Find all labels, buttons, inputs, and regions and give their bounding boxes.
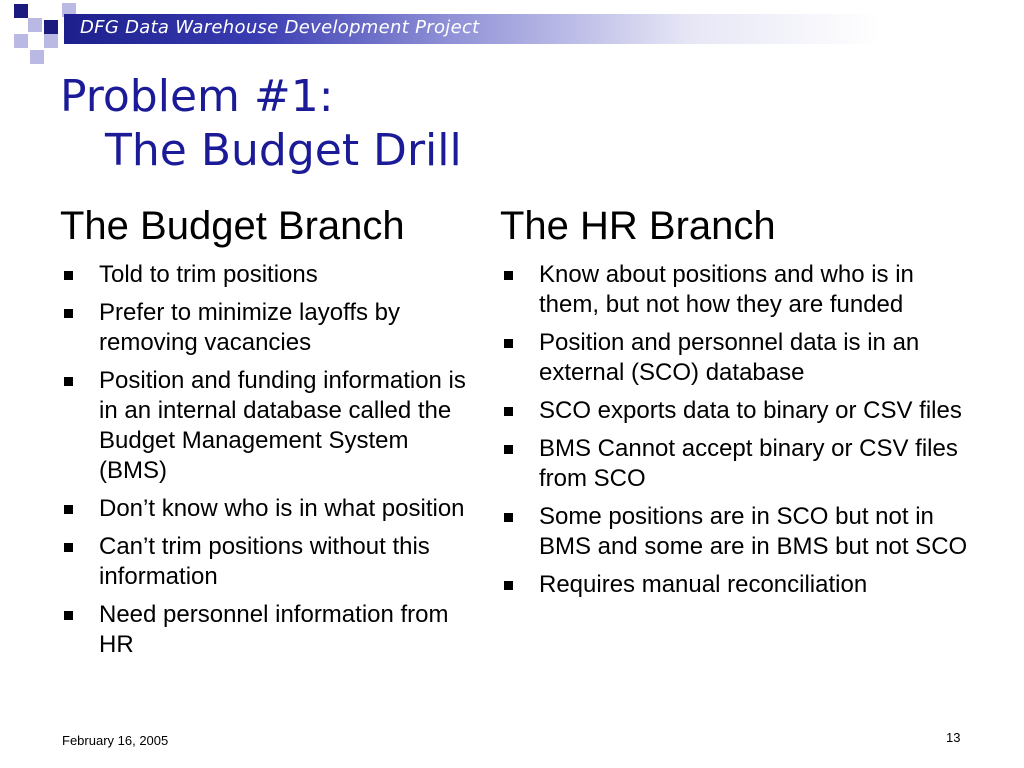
budget-branch-heading: The Budget Branch <box>60 204 405 248</box>
bullet-square-icon <box>504 407 513 416</box>
list-item <box>500 396 980 426</box>
list-item <box>60 532 470 592</box>
bullet-square-icon <box>504 581 513 590</box>
footer-date: February 16, 2005 <box>62 733 169 748</box>
slide-title <box>60 70 462 178</box>
list-item <box>60 298 470 358</box>
bullet-square-icon <box>504 339 513 348</box>
header-banner-text: DFG Data Warehouse Development Project <box>80 17 480 38</box>
list-item <box>500 328 980 388</box>
decorative-square <box>14 4 28 18</box>
decorative-square <box>44 34 58 48</box>
hr-branch-list <box>500 260 980 600</box>
bullet-square-icon <box>64 505 73 514</box>
list-item-text: Know about positions and who is in them, but not how they are funded <box>539 261 914 318</box>
bullet-square-icon <box>504 271 513 280</box>
list-item-text: Position and funding information is in an internal database called the Budget Management System (BMS) <box>99 367 466 484</box>
list-item-text: SCO exports data to binary or CSV files <box>539 397 962 424</box>
decorative-square <box>44 20 58 34</box>
decorative-square <box>28 18 42 32</box>
list-item-text: Position and personnel data is in an external (SCO) database <box>539 329 920 386</box>
decorative-square <box>30 50 44 64</box>
bullet-square-icon <box>64 271 73 280</box>
list-item <box>60 366 470 486</box>
list-item <box>60 494 470 524</box>
bullet-square-icon <box>64 309 73 318</box>
list-item <box>60 260 470 290</box>
list-item <box>60 600 470 660</box>
bullet-square-icon <box>64 377 73 386</box>
list-item-text: Don’t know who is in what position <box>99 495 465 522</box>
list-item <box>500 260 980 320</box>
page-number: 13 <box>946 730 961 745</box>
bullet-square-icon <box>64 543 73 552</box>
bullet-square-icon <box>504 445 513 454</box>
list-item-text: Need personnel information from HR <box>99 601 449 658</box>
list-item-text: Requires manual reconciliation <box>539 571 868 598</box>
list-item-text: BMS Cannot accept binary or CSV files from SCO <box>539 435 958 492</box>
slide-title-line2: The Budget Drill <box>105 125 462 176</box>
list-item <box>500 434 980 494</box>
budget-branch-column <box>60 202 470 668</box>
decorative-square <box>14 34 28 48</box>
budget-branch-list <box>60 260 470 660</box>
list-item <box>500 570 980 600</box>
list-item-text: Some positions are in SCO but not in BMS and some are in BMS but not SCO <box>539 503 968 560</box>
list-item-text: Prefer to minimize layoffs by removing vacancies <box>99 299 400 356</box>
slide-title-line1: Problem #1: <box>60 71 334 122</box>
list-item-text: Told to trim positions <box>99 261 318 288</box>
list-item-text: Can’t trim positions without this information <box>99 533 430 590</box>
list-item <box>500 502 980 562</box>
hr-branch-heading: The HR Branch <box>500 204 776 248</box>
hr-branch-column <box>500 202 980 608</box>
bullet-square-icon <box>504 513 513 522</box>
bullet-square-icon <box>64 611 73 620</box>
